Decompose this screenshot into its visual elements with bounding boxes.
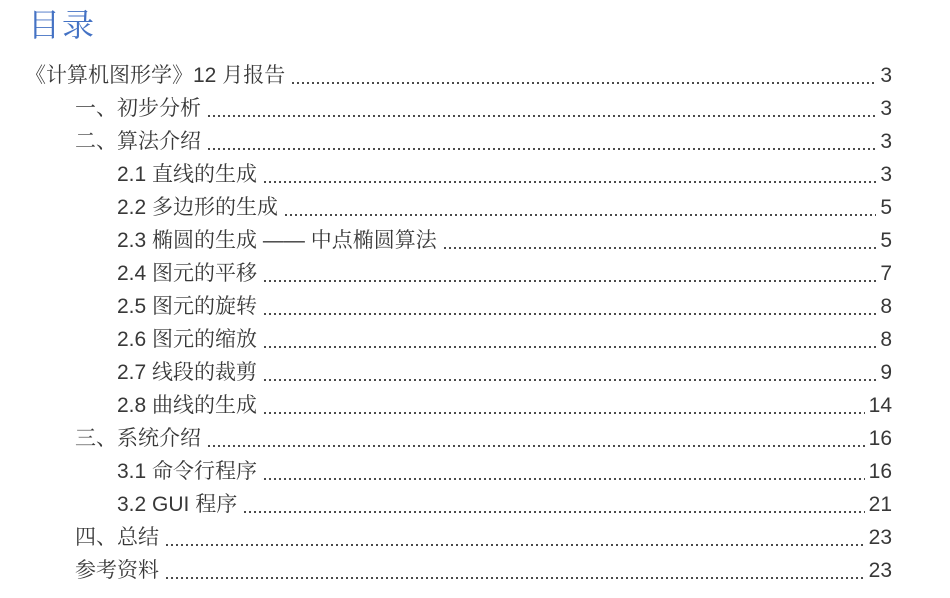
toc-entry[interactable] [25, 488, 892, 521]
toc-entry-label: 参考资料 [75, 559, 159, 582]
dot-leader [208, 445, 865, 447]
toc-entry-label: 《计算机图形学》12 月报告 [25, 64, 286, 87]
toc-entry-page: 3 [880, 163, 892, 186]
dot-leader [208, 115, 876, 117]
toc-entry[interactable] [25, 389, 892, 422]
toc-entry[interactable] [25, 257, 892, 290]
toc-entry-page: 7 [880, 262, 892, 285]
toc-entry[interactable] [25, 158, 892, 191]
toc-entry[interactable] [25, 125, 892, 158]
toc-entry-label: 2.8 曲线的生成 [117, 394, 258, 417]
dot-leader [264, 280, 876, 282]
toc-entry-label: 2.6 图元的缩放 [117, 328, 258, 351]
dot-leader [264, 478, 865, 480]
dot-leader [292, 82, 876, 84]
toc-entry[interactable] [25, 290, 892, 323]
toc-entry[interactable] [25, 356, 892, 389]
toc-entry-label: 三、系统介绍 [75, 427, 201, 450]
toc-entry-label: 3.1 命令行程序 [117, 460, 258, 483]
toc-entry[interactable] [25, 554, 892, 587]
toc-entry-label: 2.4 图元的平移 [117, 262, 258, 285]
toc-entry-page: 5 [880, 229, 892, 252]
toc-entry-page: 9 [880, 361, 892, 384]
toc-entry[interactable] [25, 224, 892, 257]
toc-entry[interactable] [25, 92, 892, 125]
dot-leader [264, 346, 876, 348]
toc-entry-page: 14 [868, 394, 892, 417]
toc-entry[interactable] [25, 191, 892, 224]
toc-entry[interactable] [25, 59, 892, 92]
dot-leader [166, 544, 865, 546]
toc-entry-label: 一、初步分析 [75, 97, 201, 120]
toc-entry[interactable] [25, 422, 892, 455]
toc-entry-label: 2.2 多边形的生成 [117, 196, 279, 219]
toc-entry[interactable] [25, 521, 892, 554]
dot-leader [444, 247, 877, 249]
toc-entry-label: 2.7 线段的裁剪 [117, 361, 258, 384]
toc-entry-label: 2.1 直线的生成 [117, 163, 258, 186]
toc-entry-label: 二、算法介绍 [75, 130, 201, 153]
toc-entry-label: 2.3 椭圆的生成 —— 中点椭圆算法 [117, 229, 437, 252]
dot-leader [264, 412, 865, 414]
toc-entry-label: 四、总结 [75, 526, 159, 549]
toc-entry-page: 3 [880, 130, 892, 153]
toc-entry-label: 3.2 GUI 程序 [117, 493, 238, 516]
toc-entry-label: 2.5 图元的旋转 [117, 295, 258, 318]
toc-list [25, 59, 892, 587]
dot-leader [264, 181, 876, 183]
page-title: 目录 [28, 7, 97, 43]
toc-entry-page: 23 [868, 559, 892, 582]
toc-entry-page: 3 [880, 64, 892, 87]
toc-entry-page: 8 [880, 295, 892, 318]
dot-leader [285, 214, 876, 216]
toc-entry[interactable] [25, 323, 892, 356]
toc-entry-page: 8 [880, 328, 892, 351]
toc-entry-page: 23 [868, 526, 892, 549]
dot-leader [166, 577, 865, 579]
toc-entry[interactable] [25, 455, 892, 488]
toc-entry-page: 16 [868, 460, 892, 483]
dot-leader [208, 148, 876, 150]
toc-entry-page: 16 [868, 427, 892, 450]
dot-leader [244, 511, 864, 513]
dot-leader [264, 313, 876, 315]
toc-entry-page: 3 [880, 97, 892, 120]
toc-entry-page: 5 [880, 196, 892, 219]
dot-leader [264, 379, 876, 381]
toc-entry-page: 21 [868, 493, 892, 516]
